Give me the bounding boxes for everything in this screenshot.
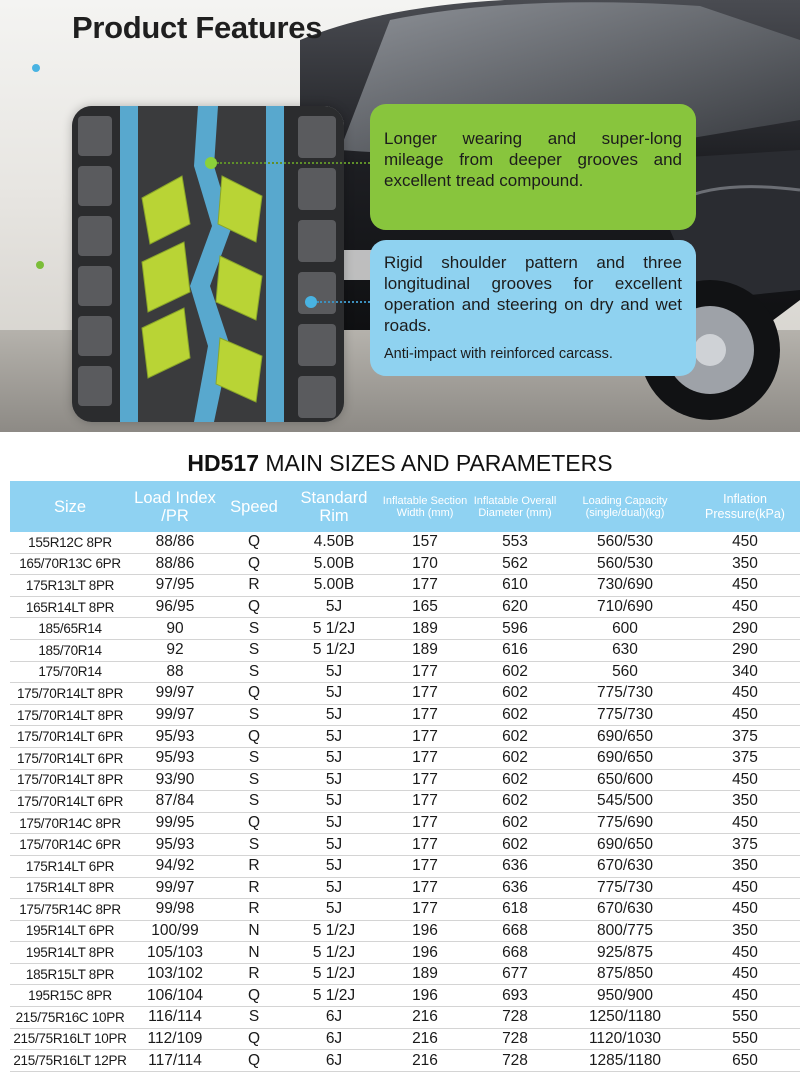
cell-inflation-pressure: 450 — [690, 985, 800, 1007]
bullet-dot-blue — [32, 64, 40, 72]
table-row — [10, 834, 800, 856]
cell-speed: Q — [220, 1028, 288, 1050]
cell-size: 185/70R14 — [10, 639, 130, 661]
cell-loading-capacity: 1120/1030 — [560, 1028, 690, 1050]
cell-section-width: 177 — [380, 683, 470, 705]
table-row — [10, 985, 800, 1007]
cell-loading-capacity: 730/690 — [560, 575, 690, 597]
cell-rim: 5 1/2J — [288, 985, 380, 1007]
cell-load-index: 87/84 — [130, 791, 220, 813]
cell-section-width: 177 — [380, 704, 470, 726]
cell-size: 215/75R16LT 10PR — [10, 1028, 130, 1050]
cell-size: 155R12C 8PR — [10, 532, 130, 553]
cell-size: 185/65R14 — [10, 618, 130, 640]
cell-load-index: 96/95 — [130, 596, 220, 618]
cell-speed: N — [220, 942, 288, 964]
cell-inflation-pressure: 450 — [690, 769, 800, 791]
cell-inflation-pressure: 450 — [690, 704, 800, 726]
table-row — [10, 1007, 800, 1029]
cell-loading-capacity: 630 — [560, 639, 690, 661]
cell-load-index: 93/90 — [130, 769, 220, 791]
cell-size: 215/75R16C 10PR — [10, 1007, 130, 1029]
cell-load-index: 97/95 — [130, 575, 220, 597]
cell-inflation-pressure: 450 — [690, 963, 800, 985]
cell-overall-diameter: 602 — [470, 661, 560, 683]
cell-inflation-pressure: 450 — [690, 942, 800, 964]
cell-rim: 5 1/2J — [288, 963, 380, 985]
cell-inflation-pressure: 650 — [690, 1050, 800, 1072]
cell-overall-diameter: 616 — [470, 639, 560, 661]
cell-section-width: 177 — [380, 877, 470, 899]
cell-load-index: 88 — [130, 661, 220, 683]
cell-rim: 5J — [288, 877, 380, 899]
table-row — [10, 769, 800, 791]
cell-size: 175/70R14LT 8PR — [10, 769, 130, 791]
cell-overall-diameter: 693 — [470, 985, 560, 1007]
cell-speed: R — [220, 877, 288, 899]
cell-overall-diameter: 602 — [470, 704, 560, 726]
cell-section-width: 177 — [380, 791, 470, 813]
cell-load-index: 95/93 — [130, 726, 220, 748]
cell-rim: 6J — [288, 1050, 380, 1072]
cell-overall-diameter: 602 — [470, 812, 560, 834]
cell-section-width: 216 — [380, 1028, 470, 1050]
cell-loading-capacity: 560/530 — [560, 553, 690, 575]
cell-overall-diameter: 668 — [470, 920, 560, 942]
cell-speed: Q — [220, 683, 288, 705]
cell-speed: Q — [220, 532, 288, 553]
cell-rim: 5J — [288, 855, 380, 877]
cell-inflation-pressure: 375 — [690, 834, 800, 856]
cell-loading-capacity: 775/730 — [560, 683, 690, 705]
table-row — [10, 812, 800, 834]
cell-speed: R — [220, 963, 288, 985]
cell-loading-capacity: 950/900 — [560, 985, 690, 1007]
cell-speed: S — [220, 1007, 288, 1029]
cell-rim: 5.00B — [288, 553, 380, 575]
cell-size: 165/70R13C 6PR — [10, 553, 130, 575]
cell-section-width: 177 — [380, 855, 470, 877]
cell-rim: 5J — [288, 683, 380, 705]
cell-load-index: 116/114 — [130, 1007, 220, 1029]
cell-speed: Q — [220, 812, 288, 834]
cell-rim: 5J — [288, 596, 380, 618]
cell-load-index: 95/93 — [130, 747, 220, 769]
cell-loading-capacity: 800/775 — [560, 920, 690, 942]
feature-callout-shoulder-note: Anti-impact with reinforced carcass. — [384, 346, 613, 362]
cell-rim: 4.50B — [288, 532, 380, 553]
cell-section-width: 196 — [380, 942, 470, 964]
cell-size: 175/70R14C 6PR — [10, 834, 130, 856]
table-row — [10, 596, 800, 618]
header-size: Size — [10, 481, 130, 532]
cell-loading-capacity: 670/630 — [560, 899, 690, 921]
cell-load-index: 92 — [130, 639, 220, 661]
cell-loading-capacity: 690/650 — [560, 726, 690, 748]
cell-size: 175/70R14LT 8PR — [10, 704, 130, 726]
cell-section-width: 177 — [380, 661, 470, 683]
header-inflation-pressure: Inflation Pressure(kPa) — [690, 481, 800, 532]
cell-overall-diameter: 602 — [470, 726, 560, 748]
cell-load-index: 95/93 — [130, 834, 220, 856]
cell-load-index: 88/86 — [130, 532, 220, 553]
cell-size: 175R13LT 8PR — [10, 575, 130, 597]
cell-loading-capacity: 545/500 — [560, 791, 690, 813]
cell-overall-diameter: 728 — [470, 1007, 560, 1029]
table-row — [10, 618, 800, 640]
bullet-dot-green — [36, 261, 44, 269]
cell-rim: 5J — [288, 726, 380, 748]
cell-inflation-pressure: 450 — [690, 812, 800, 834]
cell-inflation-pressure: 350 — [690, 791, 800, 813]
cell-overall-diameter: 620 — [470, 596, 560, 618]
cell-load-index: 117/114 — [130, 1050, 220, 1072]
cell-inflation-pressure: 350 — [690, 920, 800, 942]
cell-overall-diameter: 636 — [470, 855, 560, 877]
header-load-index: Load Index /PR — [130, 481, 220, 532]
cell-loading-capacity: 925/875 — [560, 942, 690, 964]
table-title — [0, 450, 800, 476]
cell-load-index: 99/97 — [130, 877, 220, 899]
cell-size: 175R14LT 6PR — [10, 855, 130, 877]
cell-rim: 5 1/2J — [288, 942, 380, 964]
cell-rim: 5J — [288, 812, 380, 834]
cell-load-index: 88/86 — [130, 553, 220, 575]
page-title: Product Features — [72, 10, 323, 45]
table-row — [10, 575, 800, 597]
cell-inflation-pressure: 340 — [690, 661, 800, 683]
callout-2-pointer-dot — [305, 296, 317, 308]
header-speed: Speed — [220, 481, 288, 532]
tread-pattern-image — [72, 106, 344, 422]
cell-speed: S — [220, 704, 288, 726]
cell-speed: Q — [220, 596, 288, 618]
feature-callout-shoulder-text: Rigid shoulder pattern and three longitudinal grooves for excellent operation and steering on dry and wet roads. — [384, 253, 682, 335]
feature-callout-shoulder — [370, 240, 696, 376]
callout-1-pointer-dot — [205, 157, 217, 169]
cell-load-index: 90 — [130, 618, 220, 640]
cell-overall-diameter: 668 — [470, 942, 560, 964]
cell-loading-capacity: 670/630 — [560, 855, 690, 877]
header-overall-diameter: Inflatable Overall Diameter (mm) — [470, 481, 560, 532]
cell-section-width: 216 — [380, 1050, 470, 1072]
cell-size: 175/70R14LT 6PR — [10, 726, 130, 748]
cell-inflation-pressure: 375 — [690, 726, 800, 748]
cell-load-index: 106/104 — [130, 985, 220, 1007]
cell-loading-capacity: 875/850 — [560, 963, 690, 985]
table-row — [10, 1028, 800, 1050]
cell-size: 175/70R14LT 6PR — [10, 747, 130, 769]
table-row — [10, 1050, 800, 1072]
cell-overall-diameter: 596 — [470, 618, 560, 640]
header-section-width: Inflatable Section Width (mm) — [380, 481, 470, 532]
cell-section-width: 189 — [380, 963, 470, 985]
cell-inflation-pressure: 450 — [690, 683, 800, 705]
cell-size: 175/70R14LT 6PR — [10, 791, 130, 813]
cell-load-index: 112/109 — [130, 1028, 220, 1050]
cell-section-width: 177 — [380, 726, 470, 748]
cell-speed: S — [220, 639, 288, 661]
cell-speed: S — [220, 834, 288, 856]
cell-overall-diameter: 602 — [470, 834, 560, 856]
table-row — [10, 920, 800, 942]
cell-rim: 5J — [288, 834, 380, 856]
cell-loading-capacity: 775/690 — [560, 812, 690, 834]
cell-overall-diameter: 602 — [470, 769, 560, 791]
cell-section-width: 177 — [380, 747, 470, 769]
cell-speed: Q — [220, 726, 288, 748]
cell-load-index: 99/98 — [130, 899, 220, 921]
cell-rim: 5J — [288, 791, 380, 813]
table-row — [10, 532, 800, 553]
cell-speed: S — [220, 769, 288, 791]
table-row — [10, 726, 800, 748]
cell-section-width: 196 — [380, 920, 470, 942]
cell-inflation-pressure: 350 — [690, 855, 800, 877]
cell-overall-diameter: 610 — [470, 575, 560, 597]
table-row — [10, 747, 800, 769]
cell-size: 195R15C 8PR — [10, 985, 130, 1007]
cell-rim: 5J — [288, 899, 380, 921]
sizes-parameters-table — [10, 481, 800, 1072]
product-features-banner — [0, 0, 800, 432]
cell-section-width: 177 — [380, 834, 470, 856]
cell-rim: 5J — [288, 769, 380, 791]
header-loading-capacity: Loading Capacity (single/dual)(kg) — [560, 481, 690, 532]
cell-section-width: 170 — [380, 553, 470, 575]
cell-speed: S — [220, 618, 288, 640]
cell-size: 175/70R14C 8PR — [10, 812, 130, 834]
cell-loading-capacity: 775/730 — [560, 704, 690, 726]
cell-overall-diameter: 602 — [470, 747, 560, 769]
cell-load-index: 99/95 — [130, 812, 220, 834]
cell-inflation-pressure: 550 — [690, 1007, 800, 1029]
cell-inflation-pressure: 290 — [690, 618, 800, 640]
cell-section-width: 189 — [380, 618, 470, 640]
table-row — [10, 553, 800, 575]
feature-callout-mileage-text: Longer wearing and super-long mileage from deeper grooves and excellent tread compound. — [384, 129, 682, 190]
cell-size: 195R14LT 8PR — [10, 942, 130, 964]
cell-load-index: 99/97 — [130, 683, 220, 705]
cell-rim: 6J — [288, 1007, 380, 1029]
header-standard-rim: Standard Rim — [288, 481, 380, 532]
cell-section-width: 177 — [380, 812, 470, 834]
cell-section-width: 177 — [380, 575, 470, 597]
cell-rim: 5 1/2J — [288, 639, 380, 661]
cell-section-width: 216 — [380, 1007, 470, 1029]
table-row — [10, 877, 800, 899]
table-header-row — [10, 481, 800, 532]
table-row — [10, 639, 800, 661]
cell-rim: 5.00B — [288, 575, 380, 597]
table-row — [10, 791, 800, 813]
cell-speed: R — [220, 899, 288, 921]
cell-load-index: 99/97 — [130, 704, 220, 726]
cell-size: 175/75R14C 8PR — [10, 899, 130, 921]
cell-overall-diameter: 728 — [470, 1028, 560, 1050]
cell-size: 185R15LT 8PR — [10, 963, 130, 985]
table-title-text: MAIN SIZES AND PARAMETERS — [259, 450, 613, 476]
cell-size: 165R14LT 8PR — [10, 596, 130, 618]
cell-inflation-pressure: 450 — [690, 877, 800, 899]
cell-speed: R — [220, 575, 288, 597]
cell-inflation-pressure: 450 — [690, 899, 800, 921]
cell-inflation-pressure: 450 — [690, 532, 800, 553]
cell-load-index: 105/103 — [130, 942, 220, 964]
table-body — [10, 532, 800, 1071]
cell-size: 195R14LT 6PR — [10, 920, 130, 942]
cell-speed: S — [220, 661, 288, 683]
cell-size: 175/70R14LT 8PR — [10, 683, 130, 705]
table-row — [10, 899, 800, 921]
cell-inflation-pressure: 550 — [690, 1028, 800, 1050]
cell-section-width: 177 — [380, 769, 470, 791]
cell-section-width: 196 — [380, 985, 470, 1007]
cell-speed: N — [220, 920, 288, 942]
cell-overall-diameter: 562 — [470, 553, 560, 575]
table-row — [10, 942, 800, 964]
cell-loading-capacity: 1285/1180 — [560, 1050, 690, 1072]
cell-inflation-pressure: 375 — [690, 747, 800, 769]
cell-section-width: 189 — [380, 639, 470, 661]
cell-rim: 5 1/2J — [288, 920, 380, 942]
cell-speed: R — [220, 855, 288, 877]
cell-speed: Q — [220, 1050, 288, 1072]
cell-inflation-pressure: 450 — [690, 596, 800, 618]
cell-overall-diameter: 618 — [470, 899, 560, 921]
cell-speed: Q — [220, 553, 288, 575]
cell-inflation-pressure: 350 — [690, 553, 800, 575]
cell-size: 175R14LT 8PR — [10, 877, 130, 899]
table-row — [10, 963, 800, 985]
cell-loading-capacity: 560/530 — [560, 532, 690, 553]
cell-loading-capacity: 1250/1180 — [560, 1007, 690, 1029]
callout-2-connector-line — [317, 301, 370, 303]
cell-size: 175/70R14 — [10, 661, 130, 683]
callout-1-connector-line — [217, 162, 370, 164]
cell-load-index: 103/102 — [130, 963, 220, 985]
table-row — [10, 704, 800, 726]
cell-loading-capacity: 600 — [560, 618, 690, 640]
feature-callout-mileage — [370, 104, 696, 230]
cell-overall-diameter: 677 — [470, 963, 560, 985]
cell-rim: 6J — [288, 1028, 380, 1050]
cell-overall-diameter: 728 — [470, 1050, 560, 1072]
cell-loading-capacity: 690/650 — [560, 834, 690, 856]
cell-section-width: 165 — [380, 596, 470, 618]
cell-inflation-pressure: 450 — [690, 575, 800, 597]
cell-loading-capacity: 710/690 — [560, 596, 690, 618]
cell-loading-capacity: 690/650 — [560, 747, 690, 769]
cell-rim: 5J — [288, 704, 380, 726]
table-row — [10, 683, 800, 705]
cell-overall-diameter: 602 — [470, 683, 560, 705]
cell-overall-diameter: 553 — [470, 532, 560, 553]
cell-load-index: 94/92 — [130, 855, 220, 877]
cell-overall-diameter: 602 — [470, 791, 560, 813]
cell-overall-diameter: 636 — [470, 877, 560, 899]
cell-speed: S — [220, 747, 288, 769]
cell-speed: Q — [220, 985, 288, 1007]
cell-section-width: 157 — [380, 532, 470, 553]
cell-size: 215/75R16LT 12PR — [10, 1050, 130, 1072]
cell-loading-capacity: 650/600 — [560, 769, 690, 791]
table-row — [10, 661, 800, 683]
table-row — [10, 855, 800, 877]
cell-rim: 5 1/2J — [288, 618, 380, 640]
table-title-model: HD517 — [187, 450, 259, 476]
cell-rim: 5J — [288, 661, 380, 683]
cell-load-index: 100/99 — [130, 920, 220, 942]
cell-rim: 5J — [288, 747, 380, 769]
cell-speed: S — [220, 791, 288, 813]
cell-loading-capacity: 560 — [560, 661, 690, 683]
cell-section-width: 177 — [380, 899, 470, 921]
cell-inflation-pressure: 290 — [690, 639, 800, 661]
cell-loading-capacity: 775/730 — [560, 877, 690, 899]
